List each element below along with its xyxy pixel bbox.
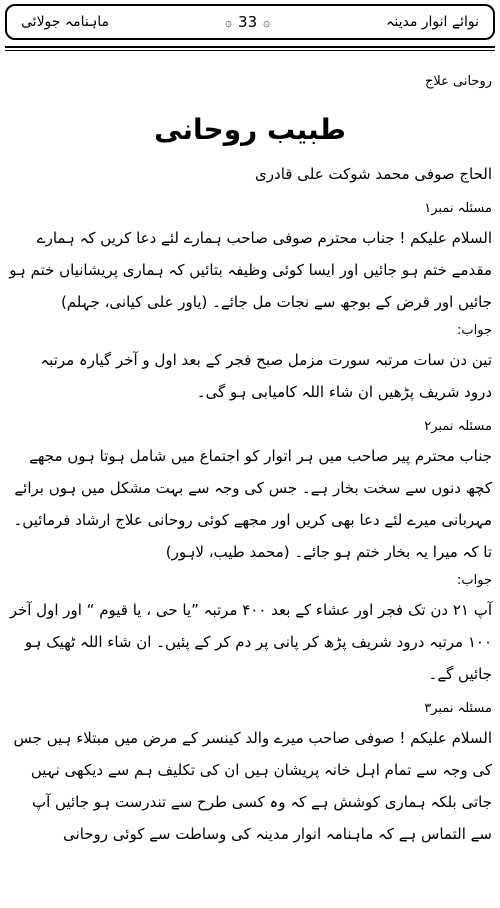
question-text: السلام علیکم ! صوفی صاحب میرے والد کینسر کے مرض میں مبتلاء ہیں جس کی وجہ سے تمام اہل خانہ پریشان ہیں ان کی تکلیف ہم سے دیکھی نہیں جاتی بلکہ ہماری کوشش ہے کہ وہ کسی طرح سے تندرست ہو جائیں آپ سے التماس ہے کہ ماہنامہ انوار مدینہ کی وساطت سے کوئی روحانی [13,729,492,843]
question-label: مسئلہ نمبر۲ [424,419,492,434]
answer-text: تین دن سات مرتبہ سورت مزمل صبح فجر کے بعد اول و آخر گیارہ مرتبہ درود شریف پڑھیں ان شاء اللہ کامیابی ہو گی۔ [40,351,492,401]
page-number-group [225,13,270,31]
question-label: مسئلہ نمبر۳ [424,701,492,716]
article-author: الحاج صوفی محمد شوکت علی قادری [255,165,492,183]
question-text: جناب محترم پیر صاحب میں ہر اتوار کو اجتماع میں شامل ہوتا ہوں مجھے کچھ دنوں سے سخت بخار ہے۔ جس کی وجہ سے بہت مشکل میں ہوں برائے مہربانی میرے لئے دعا بھی کریں اور مجھے کوئی روحانی علاج ارشاد فرمائیں۔ تا کہ میرا یہ بخار ختم ہو جائے۔ (محمد طیب، لاہور) [13,447,492,561]
question-text: السلام علیکم ! جناب محترم صوفی صاحب ہمارے لئے دعا کریں کہ ہمارے مقدمے ختم ہو جائیں اور ایسا کوئی وظیفہ بتائیں کہ ہماری پریشانیاں ختم ہو جائیں اور قرض کے بوجھ سے نجات مل جائے۔ (یاور علی کیانی، جہلم) [9,229,492,311]
answer-text: آپ ۲۱ دن تک فجر اور عشاء کے بعد ۴۰۰ مرتبہ ”یا حی ، یا قیوم “ اور اول آخر ۱۰۰ مرتبہ درود شریف پڑھ کر پانی پر دم کر کے پئیں۔ ان شاء اللہ ٹھیک ہو جائیں گے۔ [9,601,492,683]
article-body [8,56,492,850]
header-rule-thin [5,50,495,51]
answer-label: جواب: [457,573,492,588]
page-number: 33 [238,13,258,31]
question-label: مسئلہ نمبر۱ [424,201,492,216]
header-rule [5,46,495,48]
article-title: طبیب روحانی [154,113,346,146]
answer-label: جواب: [457,323,492,338]
magazine-name-left: ماہنامہ جولائی [21,14,110,30]
ornament-icon: ۞ [225,15,233,29]
ornament-icon: ۞ [263,15,271,29]
section-label: روحانی علاج [424,74,492,89]
magazine-name-right: نوائے انوار مدینہ [386,14,479,30]
page-header [5,4,495,40]
